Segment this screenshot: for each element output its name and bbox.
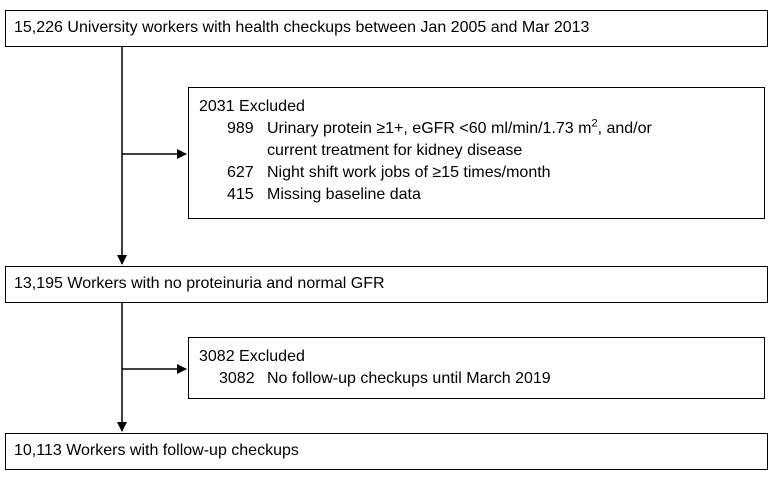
exclusion-item: [199, 184, 764, 206]
exclusion-reason: No follow-up checkups until March 2019: [267, 370, 551, 387]
exclusion-count: 989: [227, 120, 254, 137]
superscript: 2: [591, 117, 598, 130]
exclusion-box-followup: [188, 337, 765, 399]
exclusion-item: [199, 118, 764, 140]
exclusion-item: [199, 368, 764, 390]
exclusion-count: 415: [227, 186, 254, 203]
exclusion-box-baseline: [188, 87, 765, 219]
exclusion-reason: Urinary protein ≥1+, eGFR <60 ml/min/1.73 $m^2$, and/or: [267, 117, 652, 137]
exclusion-reason: Missing baseline data: [267, 186, 421, 203]
exclusion-count: 627: [227, 164, 254, 181]
final-cohort-text: 10,113 Workers with follow-up checkups: [14, 442, 299, 459]
eligible-cohort-box: [5, 266, 768, 303]
exclusion-reason: Night shift work jobs of ≥15 times/month: [267, 164, 551, 181]
eligible-cohort-text: 13,195 Workers with no proteinuria and normal GFR: [14, 275, 385, 292]
exclusion-item: [199, 162, 764, 184]
exclusion-header: 3082 Excluded: [199, 348, 305, 365]
exclusion-reason-continued: current treatment for kidney disease: [267, 142, 523, 159]
final-cohort-box: [5, 433, 768, 470]
initial-cohort-box: [5, 10, 768, 47]
exclusion-header: 2031 Excluded: [199, 98, 305, 115]
initial-cohort-text: 15,226 University workers with health checkups between Jan 2005 and Mar 2013: [14, 19, 590, 36]
exclusion-count: 3082: [219, 370, 255, 387]
